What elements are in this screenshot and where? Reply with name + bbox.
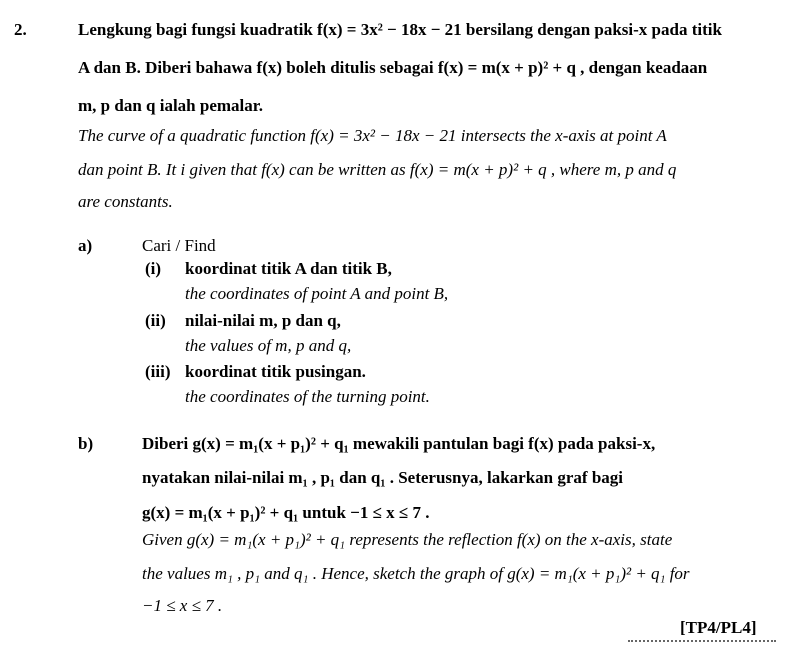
divider: [628, 640, 776, 644]
part-b-malay-line-1: Diberi g(x) = m₁(x + p₁)² + q₁ mewakili pantulan bagi f(x) pada paksi-x,: [142, 434, 656, 453]
question-english-line-2: dan point B. It i given that f(x) can be written as f(x) = m(x + p)² + q , where m, p and q: [78, 160, 677, 179]
part-a-item-1-malay: koordinat titik A dan titik B,: [185, 259, 392, 278]
part-a-item-3-english: the coordinates of the turning point.: [185, 387, 430, 406]
part-a-label: a): [78, 236, 93, 255]
part-a-item-2-english: the values of m, p and q,: [185, 336, 352, 355]
part-b-label: b): [78, 434, 94, 453]
part-b-malay-line-3: g(x) = m₁(x + p₁)² + q₁ untuk −1 ≤ x ≤ 7 .: [142, 503, 430, 522]
part-a-item-3-num: (iii): [145, 362, 171, 381]
question-malay-line-1: Lengkung bagi fungsi kuadratik f(x) = 3x² − 18x − 21 bersilang dengan paksi-x pada titik: [78, 20, 722, 39]
part-b-english-line-1: Given g(x) = m₁(x + p₁)² + q₁ represents the reflection f(x) on the x-axis, state: [142, 530, 673, 549]
part-a-item-3-malay: koordinat titik pusingan.: [185, 362, 366, 381]
part-a-item-1-num: (i): [145, 259, 162, 278]
question-malay-line-2: A dan B. Diberi bahawa f(x) boleh ditulis sebagai f(x) = m(x + p)² + q , dengan keadaan: [78, 58, 708, 77]
part-a-title: Cari / Find: [142, 236, 216, 255]
tp-tag: [TP4/PL4]: [680, 618, 757, 637]
part-a-item-2-malay: nilai-nilai m, p dan q,: [185, 311, 341, 330]
question-english-line-3: are constants.: [78, 192, 173, 211]
part-a-item-2-num: (ii): [145, 311, 166, 330]
part-b-malay-line-2: nyatakan nilai-nilai m₁ , p₁ dan q₁ . Seterusnya, lakarkan graf bagi: [142, 468, 623, 487]
part-b-english-line-3: −1 ≤ x ≤ 7 .: [142, 596, 223, 615]
part-b-english-line-2: the values m₁ , p₁ and q₁ . Hence, sketch the graph of g(x) = m₁(x + p₁)² + q₁ for: [142, 564, 690, 583]
part-a-item-1-english: the coordinates of point A and point B,: [185, 284, 449, 303]
question-malay-line-3: m, p dan q ialah pemalar.: [78, 96, 263, 115]
question-english-line-1: The curve of a quadratic function f(x) = 3x² − 18x − 21 intersects the x-axis at point A: [78, 126, 667, 145]
question-number: 2.: [14, 20, 27, 39]
